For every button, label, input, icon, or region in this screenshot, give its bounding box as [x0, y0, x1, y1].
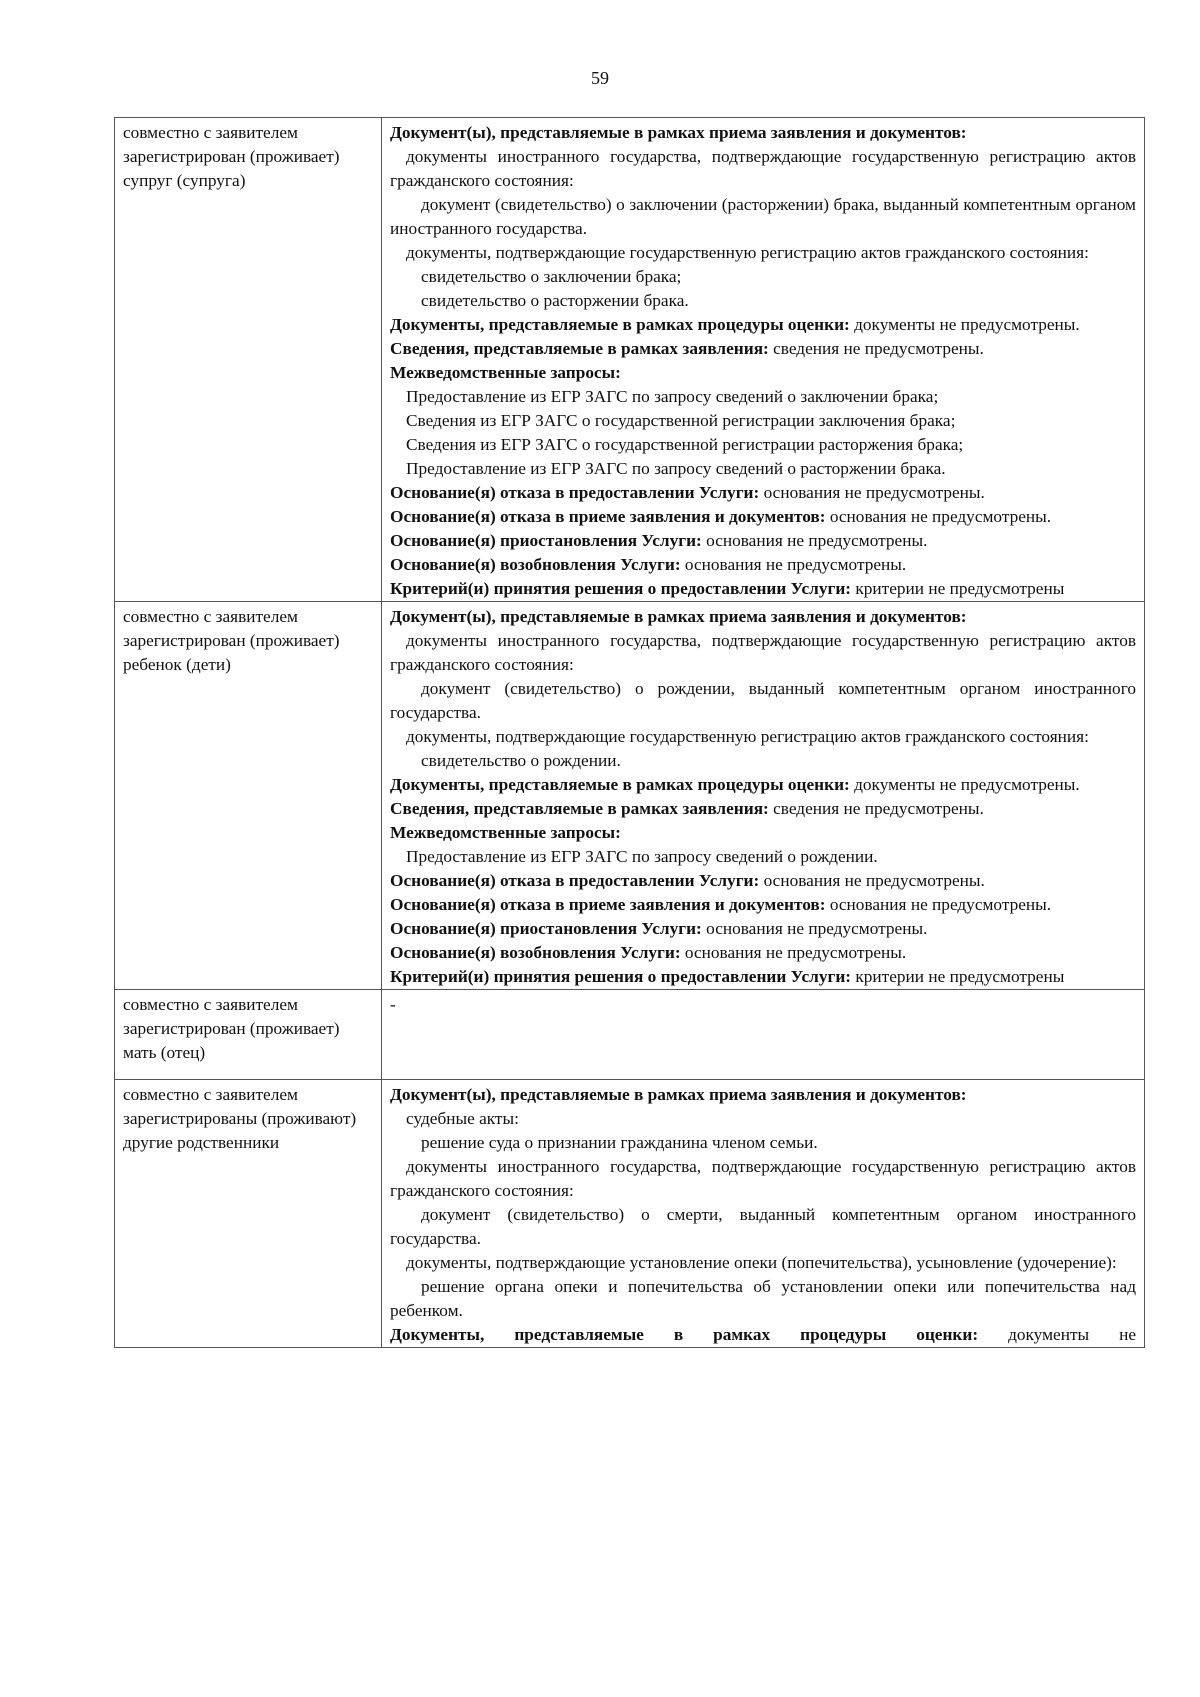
empty-dash: - [390, 995, 396, 1014]
docs-header: Документ(ы), представляемые в рамках приема заявления и документов: [390, 607, 967, 626]
eval-docs: Документы, представляемые в рамках процедуры оценки: документы не предусмотрены. [390, 775, 1080, 794]
paragraph: документ (свидетельство) о рождении, выданный компетентным органом иностранного государства. [390, 679, 1136, 722]
suspension-grounds: Основание(я) приостановления Услуги: основания не предусмотрены. [390, 919, 928, 938]
category-cell: совместно с заявителем зарегистрирован (проживает) ребенок (дети) [115, 602, 382, 990]
paragraph: документ (свидетельство) о заключении (расторжении) брака, выданный компетентным органом иностранного государства. [390, 195, 1136, 238]
category-cell: совместно с заявителем зарегистрированы (проживают) другие родственники [115, 1080, 382, 1348]
request-item: Предоставление из ЕГР ЗАГС по запросу сведений о расторжении брака. [406, 459, 946, 478]
requirements-cell [382, 118, 1145, 602]
paragraph: документы иностранного государства, подтверждающие государственную регистрацию актов гражданского состояния: [390, 631, 1136, 674]
table-row-spouse [115, 118, 1145, 602]
docs-header: Документ(ы), представляемые в рамках приема заявления и документов: [390, 1085, 967, 1104]
paragraph: свидетельство о заключении брака; [421, 267, 682, 286]
rejection-grounds: Основание(я) отказа в приеме заявления и документов: основания не предусмотрены. [390, 895, 1052, 914]
refusal-grounds: Основание(я) отказа в предоставлении Услуги: основания не предусмотрены. [390, 871, 985, 890]
interagency-header: Межведомственные запросы: [390, 823, 621, 842]
paragraph: свидетельство о рождении. [421, 751, 621, 770]
paragraph: решение суда о признании гражданина членом семьи. [421, 1133, 818, 1152]
paragraph: документы иностранного государства, подтверждающие государственную регистрацию актов гражданского состояния: [390, 1157, 1136, 1200]
category-cell: совместно с заявителем зарегистрирован (проживает) супруг (супруга) [115, 118, 382, 602]
request-item: Сведения из ЕГР ЗАГС о государственной регистрации заключения брака; [406, 411, 956, 430]
decision-criteria: Критерий(и) принятия решения о предоставлении Услуги: критерии не предусмотрены [390, 579, 1065, 598]
docs-header: Документ(ы), представляемые в рамках приема заявления и документов: [390, 123, 967, 142]
paragraph: документ (свидетельство) о смерти, выданный компетентным органом иностранного государства. [390, 1205, 1136, 1248]
rejection-grounds: Основание(я) отказа в приеме заявления и документов: основания не предусмотрены. [390, 507, 1052, 526]
resumption-grounds: Основание(я) возобновления Услуги: основания не предусмотрены. [390, 943, 907, 962]
services-table [114, 117, 1145, 1348]
refusal-grounds: Основание(я) отказа в предоставлении Услуги: основания не предусмотрены. [390, 483, 985, 502]
request-item: Предоставление из ЕГР ЗАГС по запросу сведений о заключении брака; [406, 387, 939, 406]
eval-docs: Документы, представляемые в рамках процедуры оценки: документы не [390, 1325, 1137, 1344]
eval-docs: Документы, представляемые в рамках процедуры оценки: документы не предусмотрены. [390, 315, 1080, 334]
resumption-grounds: Основание(я) возобновления Услуги: основания не предусмотрены. [390, 555, 907, 574]
info-docs: Сведения, представляемые в рамках заявления: сведения не предусмотрены. [390, 799, 984, 818]
paragraph: документы, подтверждающие государственную регистрацию актов гражданского состояния: [406, 243, 1089, 262]
paragraph: свидетельство о расторжении брака. [421, 291, 689, 310]
paragraph: судебные акты: [406, 1109, 519, 1128]
interagency-header: Межведомственные запросы: [390, 363, 621, 382]
paragraph: документы, подтверждающие установление опеки (попечительства), усыновление (удочерение): [406, 1253, 1117, 1272]
table-row-children [115, 602, 1145, 990]
info-docs: Сведения, представляемые в рамках заявления: сведения не предусмотрены. [390, 339, 984, 358]
requirements-cell [382, 990, 1145, 1080]
request-item: Сведения из ЕГР ЗАГС о государственной регистрации расторжения брака; [406, 435, 964, 454]
category-cell: совместно с заявителем зарегистрирован (проживает) мать (отец) [115, 990, 382, 1080]
request-item: Предоставление из ЕГР ЗАГС по запросу сведений о рождении. [406, 847, 878, 866]
paragraph: решение органа опеки и попечительства об установлении опеки или попечительства над ребенком. [390, 1277, 1136, 1320]
requirements-cell [382, 1080, 1145, 1348]
requirements-cell [382, 602, 1145, 990]
table-row-relatives [115, 1080, 1145, 1348]
paragraph: документы иностранного государства, подтверждающие государственную регистрацию актов гражданского состояния: [390, 147, 1136, 190]
paragraph: документы, подтверждающие государственную регистрацию актов гражданского состояния: [406, 727, 1089, 746]
suspension-grounds: Основание(я) приостановления Услуги: основания не предусмотрены. [390, 531, 928, 550]
page-number: 59 [591, 68, 609, 88]
decision-criteria: Критерий(и) принятия решения о предоставлении Услуги: критерии не предусмотрены [390, 967, 1065, 986]
table-row-parents [115, 990, 1145, 1080]
